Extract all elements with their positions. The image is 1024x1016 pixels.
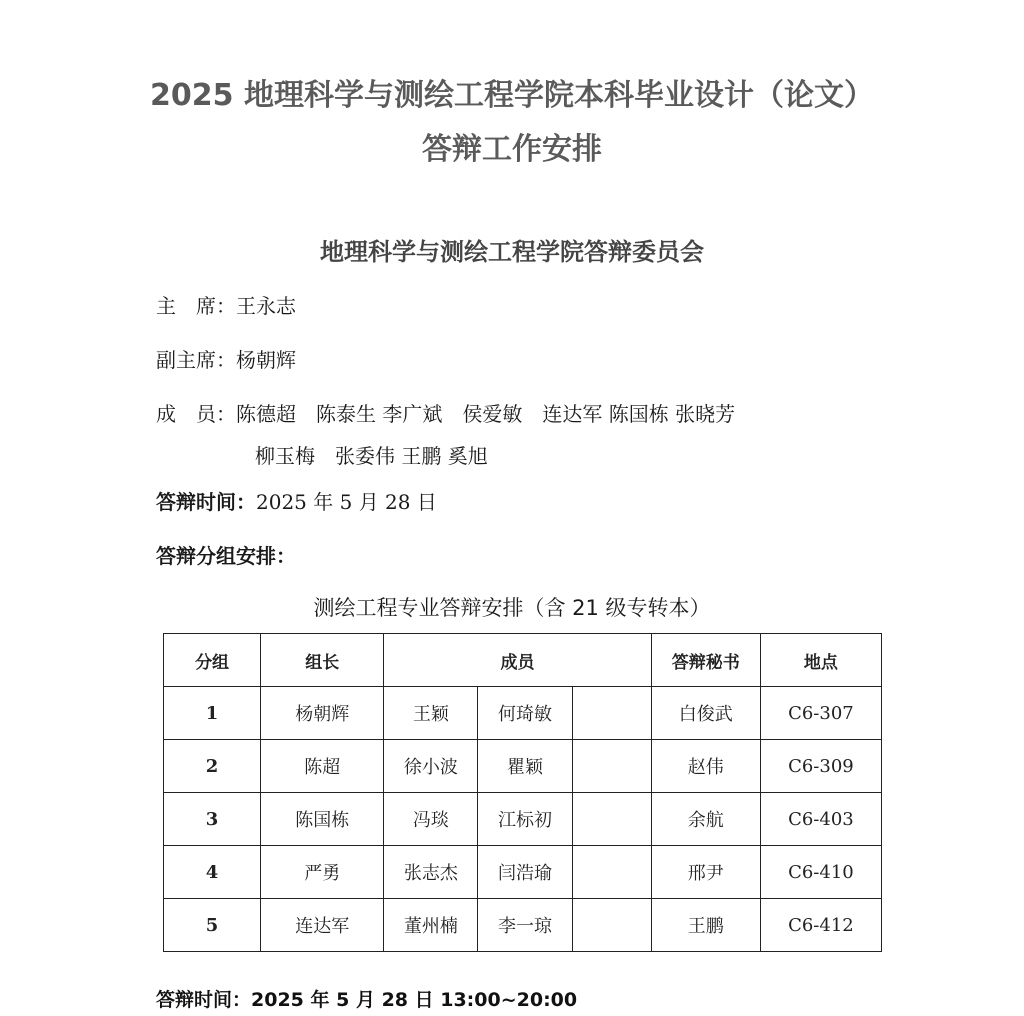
cell-group: 4 (164, 846, 261, 899)
defense-time-label: 答辩时间： (156, 490, 256, 514)
cell-member2: 闫浩瑜 (478, 846, 572, 899)
header-location: 地点 (760, 634, 881, 687)
vice-chair-label: 副主席： (156, 348, 236, 372)
cell-member1: 徐小波 (384, 740, 478, 793)
grouping-label: 答辩分组安排： (156, 544, 296, 568)
header-members: 成员 (384, 634, 651, 687)
table-row (164, 899, 882, 952)
cell-secretary: 白俊武 (651, 687, 760, 740)
cell-leader: 陈国栋 (261, 793, 384, 846)
document-title-line2: 答辩工作安排 (422, 132, 602, 167)
vice-chair-line (156, 344, 296, 373)
defense-time-line (156, 486, 437, 515)
header-group: 分组 (164, 634, 261, 687)
footer-defense-time (156, 985, 577, 1012)
members-line (156, 398, 735, 427)
cell-secretary: 余航 (651, 793, 760, 846)
grouping-heading (156, 540, 296, 569)
cell-member3 (572, 899, 651, 952)
cell-member2: 李一琼 (478, 899, 572, 952)
cell-group: 2 (164, 740, 261, 793)
table-header-row (164, 634, 882, 687)
footer-defense-time-value: 2025 年 5 月 28 日 13:00~20:00 (251, 989, 578, 1011)
chair-line (156, 290, 296, 319)
cell-secretary: 王鹏 (651, 899, 760, 952)
document-title-line1: 2025 地理科学与测绘工程学院本科毕业设计（论文） (150, 78, 874, 113)
cell-location: C6-403 (760, 793, 881, 846)
cell-location: C6-307 (760, 687, 881, 740)
cell-leader: 连达军 (261, 899, 384, 952)
cell-secretary: 赵伟 (651, 740, 760, 793)
cell-member3 (572, 740, 651, 793)
members-label: 成 员： (156, 402, 236, 426)
members-list-line1: 陈德超 陈泰生 李广斌 侯爱敏 连达军 陈国栋 张晓芳 (236, 402, 736, 426)
chair-label: 主 席： (156, 294, 236, 318)
cell-member2: 江标初 (478, 793, 572, 846)
table-row (164, 740, 882, 793)
cell-member2: 何琦敏 (478, 687, 572, 740)
defense-group-table (163, 633, 882, 952)
cell-secretary: 邢尹 (651, 846, 760, 899)
footer-defense-time-label: 答辩时间： (156, 989, 252, 1011)
cell-leader: 严勇 (261, 846, 384, 899)
cell-member3 (572, 687, 651, 740)
table-row (164, 846, 882, 899)
cell-member3 (572, 846, 651, 899)
cell-group: 1 (164, 687, 261, 740)
cell-member1: 董州楠 (384, 899, 478, 952)
cell-location: C6-410 (760, 846, 881, 899)
chair-name: 王永志 (236, 294, 296, 318)
cell-leader: 杨朝辉 (261, 687, 384, 740)
cell-location: C6-309 (760, 740, 881, 793)
defense-time-value: 2025 年 5 月 28 日 (256, 490, 437, 514)
members-list-line2: 柳玉梅 张委伟 王鹏 奚旭 (255, 444, 488, 468)
table-row (164, 793, 882, 846)
cell-leader: 陈超 (261, 740, 384, 793)
committee-title: 地理科学与测绘工程学院答辩委员会 (320, 238, 704, 266)
cell-member1: 张志杰 (384, 846, 478, 899)
vice-chair-name: 杨朝辉 (236, 348, 296, 372)
header-secretary: 答辩秘书 (651, 634, 760, 687)
table-title: 测绘工程专业答辩安排（含 21 级专转本） (313, 596, 711, 620)
cell-member1: 冯琰 (384, 793, 478, 846)
cell-member1: 王颖 (384, 687, 478, 740)
cell-location: C6-412 (760, 899, 881, 952)
cell-group: 3 (164, 793, 261, 846)
table-row (164, 687, 882, 740)
cell-group: 5 (164, 899, 261, 952)
header-leader: 组长 (261, 634, 384, 687)
cell-member3 (572, 793, 651, 846)
cell-member2: 瞿颖 (478, 740, 572, 793)
